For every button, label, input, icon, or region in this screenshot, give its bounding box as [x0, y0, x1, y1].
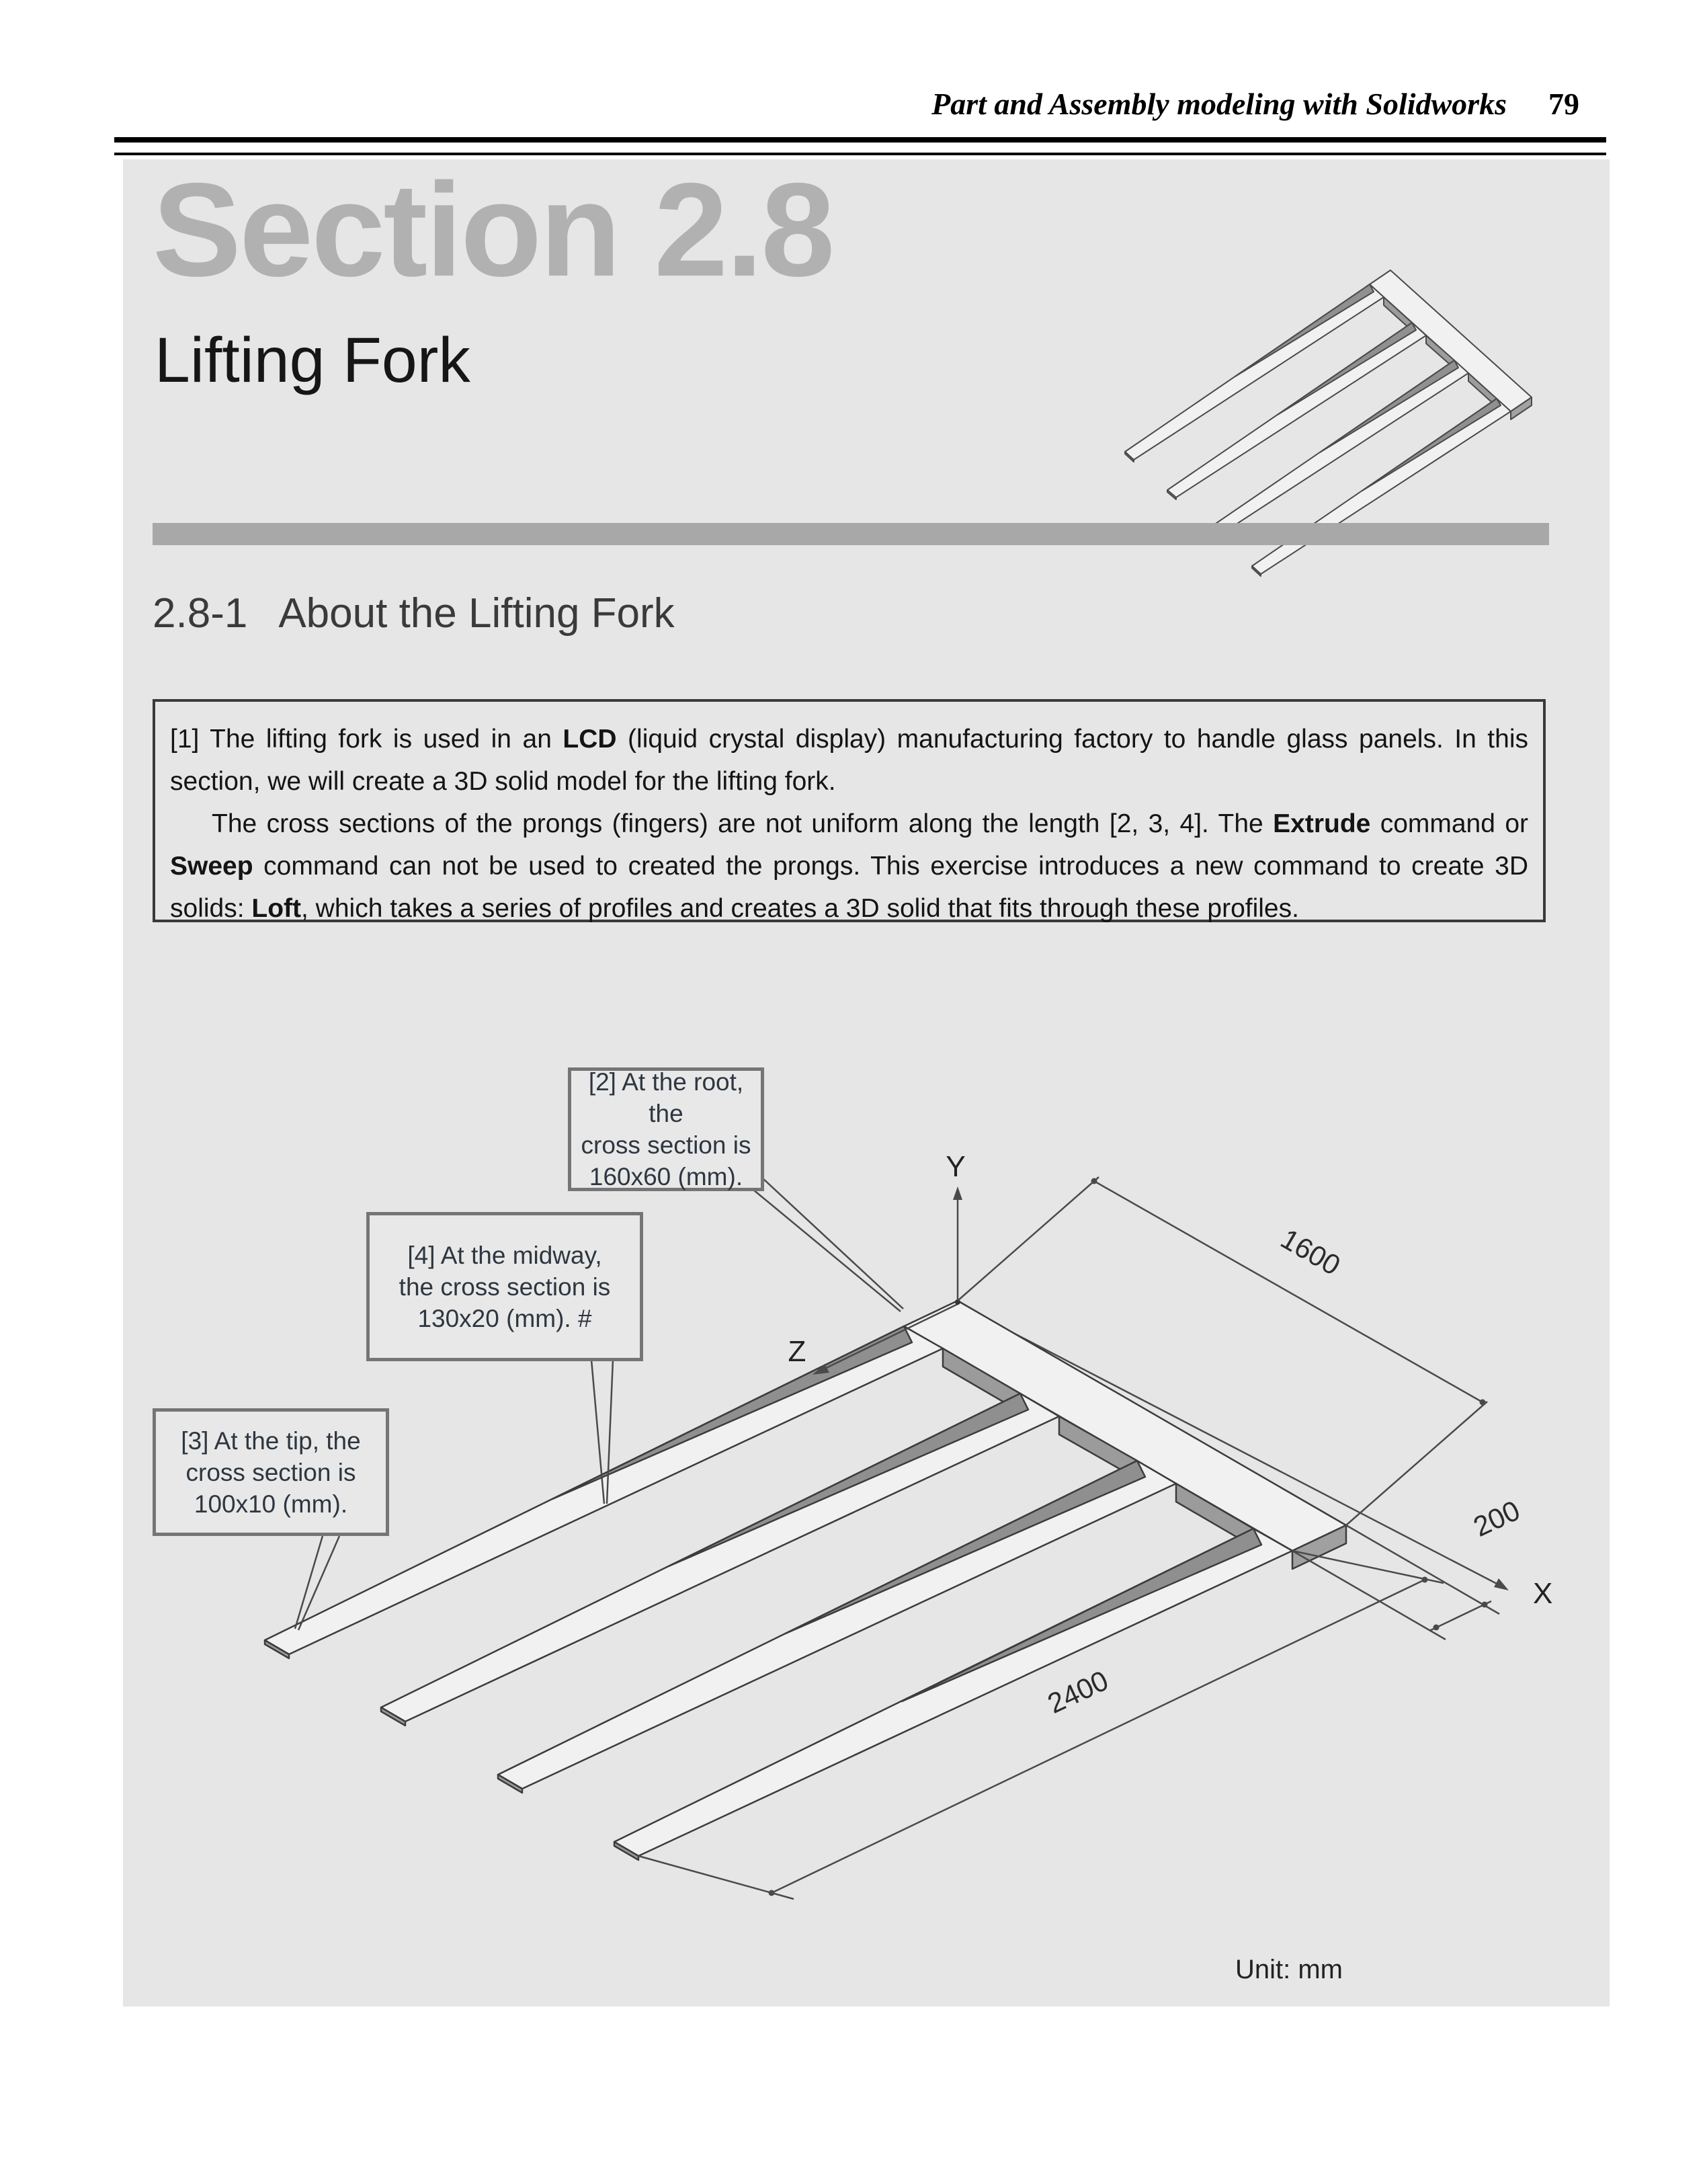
x-axis-label: X — [1533, 1577, 1553, 1610]
callout-4 — [366, 1212, 643, 1361]
section-subtitle: Lifting Fork — [155, 325, 470, 396]
y-axis-arrow — [953, 1186, 962, 1200]
header-title: Part and Assembly modeling with Solidworks — [931, 87, 1507, 121]
dim-tick — [1480, 1400, 1486, 1406]
intro-paragraph-1: [1] The lifting fork is used in an LCD (liquid crystal display) manufacturing factory to handle glass panels. In this section, we will create a 3D solid model for the lifting fork. — [170, 725, 1528, 796]
y-axis-label: Y — [946, 1150, 966, 1183]
callout-3 — [153, 1408, 389, 1536]
dim-2400-ext-line — [1292, 1551, 1444, 1583]
section-big-title: Section 2.8 — [153, 155, 833, 304]
dim-200-ext-line — [1346, 1525, 1499, 1614]
dim-tick — [1482, 1602, 1488, 1608]
dim-tick — [1433, 1625, 1440, 1631]
callout-2 — [568, 1067, 764, 1191]
intro-paragraph-2: The cross sections of the prongs (fingers) are not uniform along the length [2, 3, 4]. The Extrude command or Sweep command can not be used to created the prongs. This exercise introduces a new command to create 3D solids: Loft, which takes a series of profiles and creates a 3D solid that fits through these profiles. — [170, 809, 1528, 923]
unit-label: Unit: mm — [1235, 1955, 1343, 1984]
section-divider-bar — [153, 523, 1549, 545]
callout-4-line: 130x20 (mm). # — [417, 1304, 592, 1332]
callout-3-line: [3] At the tip, the — [181, 1426, 361, 1455]
intro-box — [153, 699, 1546, 922]
dim-1600-ext-line — [1346, 1402, 1487, 1525]
page-header — [0, 86, 1579, 122]
dim-200-ext-line — [1292, 1551, 1446, 1640]
callout-3-line: 100x10 (mm). — [194, 1490, 348, 1518]
z-axis-label: Z — [788, 1335, 806, 1368]
fork-clipart — [1075, 192, 1586, 608]
x-axis-arrow — [1494, 1578, 1509, 1590]
heading-title: About the Lifting Fork — [278, 590, 675, 637]
callout-2-leader — [753, 1190, 901, 1311]
page-number: 79 — [1548, 87, 1579, 121]
callout-4-line: [4] At the midway, — [407, 1241, 602, 1269]
dim-1600-line — [1094, 1181, 1483, 1402]
callout-4-line: the cross section is — [399, 1272, 611, 1301]
dim-1600-ext-line — [958, 1177, 1099, 1301]
callout-2-leader — [763, 1178, 903, 1309]
dim-tick — [769, 1890, 775, 1896]
callout-3-line: cross section is — [185, 1458, 356, 1486]
content-block — [123, 155, 1610, 2007]
heading-number: 2.8-1 — [153, 590, 248, 637]
dim-200-label: 200 — [1468, 1494, 1525, 1543]
dim-2400-label: 2400 — [1042, 1664, 1114, 1720]
diagram — [123, 1039, 1610, 2007]
dim-tick — [1091, 1178, 1097, 1184]
header-rule — [114, 137, 1606, 155]
subsection-heading — [153, 590, 675, 637]
callout-2-line: [2] At the root, the — [588, 1068, 744, 1127]
dim-1600-label: 1600 — [1276, 1222, 1346, 1282]
callout-2-line: cross section is — [581, 1131, 751, 1159]
dim-tick — [1422, 1577, 1428, 1583]
callout-2-line: 160x60 (mm). — [589, 1163, 743, 1190]
